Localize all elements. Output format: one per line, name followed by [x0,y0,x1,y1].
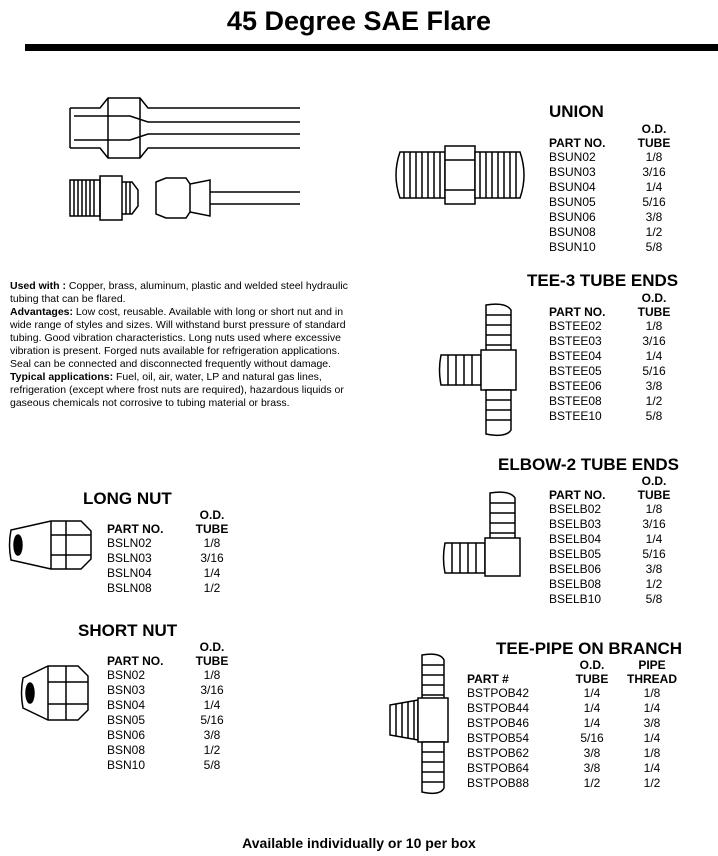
od-tube-value: 1/4 [583,686,601,700]
od-tube-value: 5/16 [642,364,666,378]
table-row [549,150,689,165]
part-number: BSUN04 [549,180,596,194]
table-row [467,746,697,761]
longnut-title: LONG NUT [83,489,172,508]
part-number: BSELB10 [549,592,602,606]
used-with-label: Used with : [10,280,67,292]
table-row [549,349,689,364]
od-tube-value: 1/4 [645,180,663,194]
table-row [549,592,689,607]
part-number: BSUN08 [549,225,596,239]
part-number: BSELB02 [549,502,602,516]
table-row [549,195,689,210]
shortnut-title: SHORT NUT [78,621,178,640]
union-part-header: PART NO. [549,136,606,150]
part-number: BSELB04 [549,532,602,546]
table-row [107,743,247,758]
od-tube-value: 3/16 [642,517,666,531]
part-number: BSELB05 [549,547,602,561]
table-row [107,581,247,596]
teepipe-title: TEE-PIPE ON BRANCH [496,639,683,658]
union-od-header: O.D. [641,122,667,136]
tee-pipe-fitting-illustration [382,650,472,800]
od-tube-value: 1/4 [583,716,601,730]
pipe-thread-value: 1/4 [643,731,661,745]
union-fitting-illustration [390,140,530,210]
pipe-thread-value: 3/8 [643,716,661,730]
part-number: BSTPOB88 [467,776,530,790]
od-tube-value: 1/8 [645,150,663,164]
part-number: BSUN06 [549,210,596,224]
part-number: BSTPOB42 [467,686,530,700]
part-number: BSLN08 [107,581,152,595]
od-tube-value: 1/4 [583,701,601,715]
table-row [549,409,689,424]
elbow-title: ELBOW-2 TUBE ENDS [498,455,679,474]
table-row [107,536,247,551]
table-row [549,225,689,240]
long-nut-illustration [6,515,96,575]
table-row [107,728,247,743]
table-row [467,686,697,701]
od-tube-value: 1/4 [645,532,663,546]
part-number: BSTEE03 [549,334,602,348]
union-tube-header: TUBE [637,136,671,150]
table-row [549,319,689,334]
tee3-title: TEE-3 TUBE ENDS [527,271,679,290]
tee3-tube-header: TUBE [637,305,671,319]
pipe-thread-value: 1/2 [643,776,661,790]
od-tube-value: 1/4 [203,698,221,712]
teepipe-od-header: O.D. [579,658,605,672]
teepipe-table [467,658,697,791]
part-number: BSN03 [107,683,146,697]
part-number: BSN06 [107,728,146,742]
part-number: BSELB03 [549,517,602,531]
longnut-od-header: O.D. [199,508,225,522]
part-number: BSUN03 [549,165,596,179]
table-row [549,210,689,225]
part-number: BSN05 [107,713,146,727]
od-tube-value: 1/2 [583,776,601,790]
table-row [549,577,689,592]
od-tube-value: 3/8 [645,210,663,224]
table-row [107,683,247,698]
typical-applications-text: Fuel, oil, air, water, LP and natural gas lines, refrigeration (except where frost nuts are required), hazardous liquids or gaseous chemicals not corrosive to tubing material or brass. [10,371,344,409]
od-tube-value: 5/16 [642,195,666,209]
footer-note: Available individually or 10 per box [242,835,476,851]
table-row [107,758,247,773]
shortnut-tube-header: TUBE [195,654,229,668]
od-tube-value: 3/16 [642,334,666,348]
table-row [549,562,689,577]
od-tube-value: 1/8 [203,668,221,682]
table-row [549,180,689,195]
table-row [107,713,247,728]
part-number: BSN10 [107,758,146,772]
elbow-od-header: O.D. [641,474,667,488]
table-row [549,502,689,517]
od-tube-value: 5/8 [203,758,221,772]
title-rule [25,44,718,51]
elbow-table [549,474,689,607]
longnut-part-header: PART NO. [107,522,164,536]
part-number: BSLN02 [107,536,152,550]
part-number: BSTEE08 [549,394,602,408]
table-row [549,394,689,409]
pipe-thread-value: 1/4 [643,761,661,775]
od-tube-value: 3/8 [583,761,601,775]
advantages-text: Low cost, reusable. Available with long or short nut and in wide range of styles and sizes. Will withstand burst pressure of standard tubing. Good vibration characteristics. Long nuts used where excessive vibration is present. Forged nuts available for refrigeration applications. Seal can be connected and disconnected frequently without damage. [10,306,346,370]
teepipe-part-header: PART # [467,672,509,686]
pipe-thread-value: 1/8 [643,746,661,760]
od-tube-value: 3/16 [642,165,666,179]
od-tube-value: 3/8 [583,746,601,760]
longnut-table [107,508,247,596]
pipe-thread-value: 1/4 [643,701,661,715]
od-tube-value: 5/8 [645,240,663,254]
od-tube-value: 3/16 [200,683,224,697]
part-number: BSTPOB64 [467,761,530,775]
elbow-fitting-illustration [440,488,540,598]
table-row [549,334,689,349]
part-number: BSELB06 [549,562,602,576]
part-number: BSUN02 [549,150,596,164]
teepipe-tube-header: TUBE [575,672,609,686]
part-number: BSN02 [107,668,146,682]
advantages-label: Advantages: [10,306,74,318]
teepipe-thread-header: THREAD [627,672,677,686]
part-number: BSTEE02 [549,319,602,333]
table-row [467,701,697,716]
flare-assembly-illustration [60,90,310,230]
table-row [549,517,689,532]
od-tube-value: 1/2 [645,577,663,591]
table-row [549,364,689,379]
longnut-tube-header: TUBE [195,522,229,536]
shortnut-table [107,640,247,773]
od-tube-value: 1/4 [203,566,221,580]
table-row [549,379,689,394]
table-row [107,551,247,566]
part-number: BSTPOB54 [467,731,530,745]
od-tube-value: 5/16 [200,713,224,727]
page-title: 45 Degree SAE Flare [226,6,492,36]
od-tube-value: 3/8 [645,562,663,576]
elbow-part-header: PART NO. [549,488,606,502]
part-number: BSTPOB44 [467,701,530,715]
table-row [107,668,247,683]
od-tube-value: 5/16 [642,547,666,561]
part-number: BSLN04 [107,566,152,580]
part-number: BSELB08 [549,577,602,591]
part-number: BSTPOB62 [467,746,530,760]
od-tube-value: 1/2 [203,581,221,595]
part-number: BSUN05 [549,195,596,209]
used-with-text: Copper, brass, aluminum, plastic and welded steel hydraulic tubing that can be flared. [10,280,348,305]
od-tube-value: 3/8 [203,728,221,742]
od-tube-value: 1/2 [203,743,221,757]
part-number: BSTEE05 [549,364,602,378]
table-row [467,716,697,731]
part-number: BSTEE10 [549,409,602,423]
tee3-table [549,291,689,424]
typical-applications-label: Typical applications: [10,371,114,383]
tee3-part-header: PART NO. [549,305,606,319]
table-row [549,547,689,562]
description-block [10,280,350,410]
union-title: UNION [549,102,604,121]
teepipe-pipe-header: PIPE [638,658,666,672]
part-number: BSN08 [107,743,146,757]
od-tube-value: 1/4 [645,349,663,363]
table-row [549,532,689,547]
part-number: BSN04 [107,698,146,712]
od-tube-value: 1/8 [203,536,221,550]
od-tube-value: 1/8 [645,319,663,333]
table-row [467,731,697,746]
table-row [467,761,697,776]
shortnut-part-header: PART NO. [107,654,164,668]
table-row [549,240,689,255]
short-nut-illustration [18,658,98,728]
od-tube-value: 3/16 [200,551,224,565]
table-row [107,698,247,713]
shortnut-od-header: O.D. [199,640,225,654]
union-table [549,122,689,255]
part-number: BSUN10 [549,240,596,254]
od-tube-value: 1/8 [645,502,663,516]
od-tube-value: 1/2 [645,394,663,408]
od-tube-value: 5/16 [580,731,604,745]
od-tube-value: 3/8 [645,379,663,393]
table-row [107,566,247,581]
table-row [549,165,689,180]
pipe-thread-value: 1/8 [643,686,661,700]
tee-fitting-illustration [436,300,536,440]
part-number: BSTEE06 [549,379,602,393]
od-tube-value: 5/8 [645,409,663,423]
part-number: BSTEE04 [549,349,602,363]
od-tube-value: 1/2 [645,225,663,239]
elbow-tube-header: TUBE [637,488,671,502]
table-row [467,776,697,791]
od-tube-value: 5/8 [645,592,663,606]
part-number: BSLN03 [107,551,152,565]
part-number: BSTPOB46 [467,716,530,730]
tee3-od-header: O.D. [641,291,667,305]
